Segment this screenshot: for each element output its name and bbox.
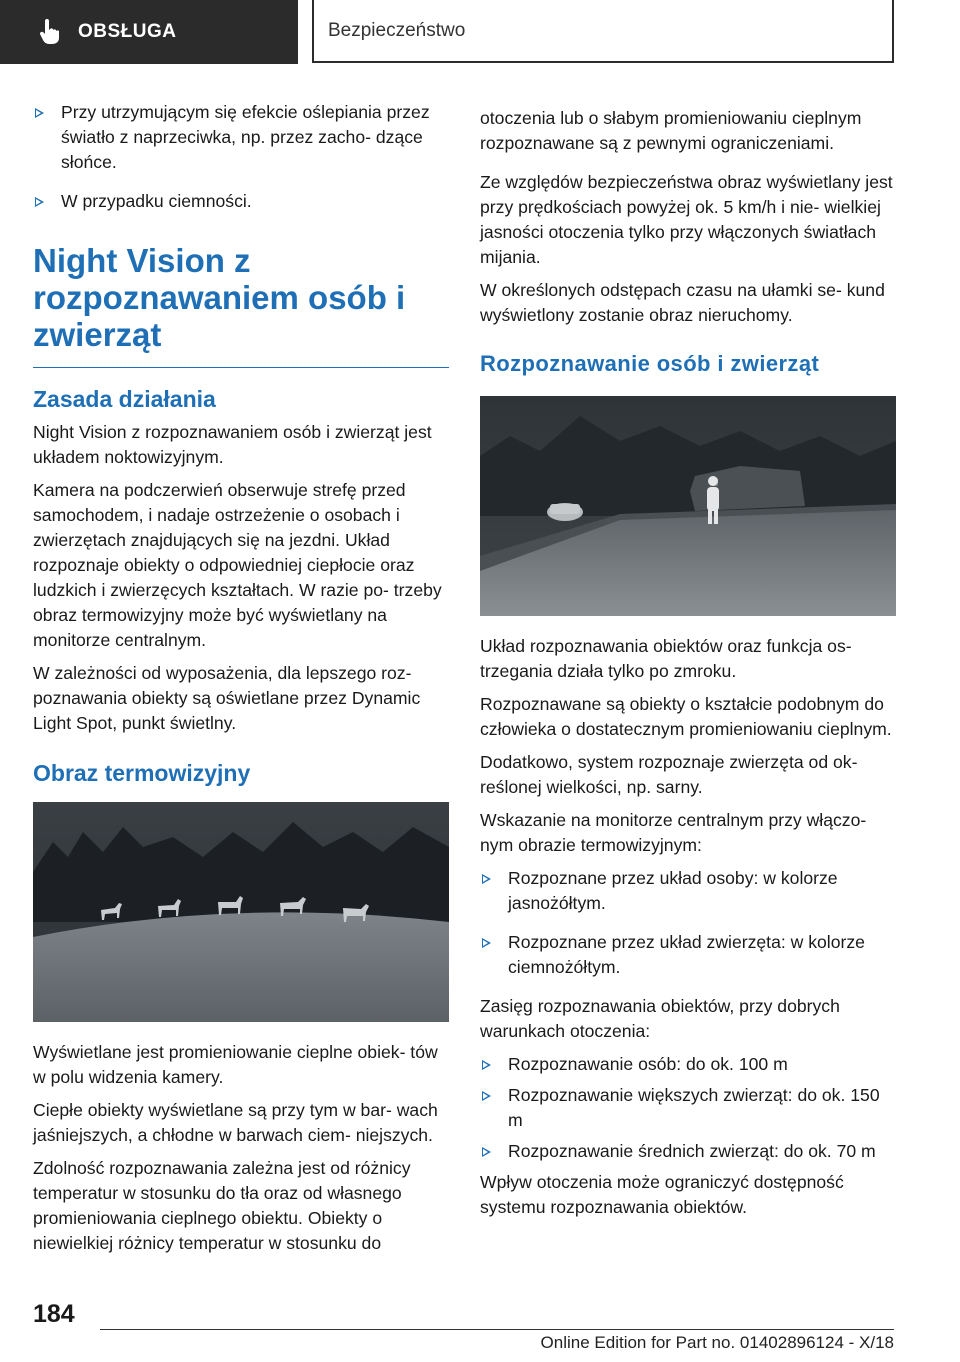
- bullet-triangle-icon: [482, 938, 491, 948]
- page-number: 184: [33, 1300, 75, 1328]
- bullet-triangle-icon: [482, 1091, 491, 1101]
- paragraph: Wpływ otoczenia może ograniczyć dostępność systemu rozpoznawania obiektów.: [480, 1172, 844, 1217]
- edition-note: Online Edition for Part no. 01402896124 - X/18: [540, 1333, 894, 1352]
- paragraph: W zależności od wyposażenia, dla lepszego roz- poznawania obiekty są oświetlane przez Dynamic Light Spot, punkt świetlny.: [33, 663, 421, 733]
- paragraph: otoczenia lub o słabym promieniowaniu cieplnym rozpoznawane są z pewnymi ograniczeniami.: [480, 108, 862, 153]
- hand-pointer-icon: [36, 18, 64, 46]
- paragraph: Zasięg rozpoznawania obiektów, przy dobrych warunkach otoczenia:: [480, 996, 840, 1041]
- bullet-triangle-icon: [482, 1147, 491, 1157]
- footer-divider: [100, 1329, 894, 1330]
- paragraph: Night Vision z rozpoznawaniem osób i zwierząt jest układem noktowizyjnym.: [33, 422, 432, 467]
- paragraph: Ciepłe obiekty wyświetlane są przy tym w bar- wach jaśniejszych, a chłodne w barwach ciem- niejszych.: [33, 1100, 438, 1145]
- bullet-list-range: [480, 1052, 896, 1164]
- list-item: Rozpoznawanie osób: do ok. 100 m: [480, 1052, 896, 1077]
- list-item: Rozpoznawanie większych zwierząt: do ok. 150 m: [480, 1083, 896, 1133]
- paragraph: Dodatkowo, system rozpoznaje zwierzęta od ok- reślonej wielkości, np. sarny.: [480, 752, 858, 797]
- page-header: [0, 0, 960, 66]
- list-item: W przypadku ciemności.: [33, 189, 449, 214]
- paragraph: Wskazanie na monitorze centralnym przy włączo- nym obrazie termowizyjnym:: [480, 810, 867, 855]
- thermal-image-animals: [33, 802, 449, 1022]
- paragraph: Układ rozpoznawania obiektów oraz funkcja os- trzegania działa tylko po zmroku.: [480, 636, 852, 681]
- section-title: Night Vision z rozpoznawaniem osób i zwierząt: [33, 242, 449, 368]
- list-item: Rozpoznawanie średnich zwierząt: do ok. 70 m: [480, 1139, 896, 1164]
- section-label: OBSŁUGA: [78, 21, 177, 42]
- subsection-title-thermal: Obraz termowizyjny: [33, 760, 251, 786]
- bullet-list-top: [33, 100, 449, 214]
- bullet-triangle-icon: [482, 874, 491, 884]
- paragraph: Wyświetlane jest promieniowanie cieplne obiek- tów w polu widzenia kamery.: [33, 1042, 438, 1087]
- list-item: Przy utrzymującym się efekcie oślepiania przez światło z naprzeciwka, np. przez zacho- dzące słońce.: [33, 100, 449, 175]
- paragraph: Kamera na podczerwień obserwuje strefę przed samochodem, i nadaje ostrzeżenie o osobach i zwierzętach znajdujących się na jezdni. Układ rozpoznaje obiekty o odpowiedniej ciepłocie oraz ludzkich i zwierzęcych kształtach. W razie po- trzeby obraz termowizyjny może być wyświetlany na monitorze centralnym.: [33, 480, 442, 650]
- bullet-triangle-icon: [482, 1060, 491, 1070]
- list-item: Rozpoznane przez układ osoby: w kolorze jasnożółtym.: [480, 866, 896, 916]
- paragraph: Rozpoznawane są obiekty o kształcie podobnym do człowieka o dostatecznym promieniowaniu cieplnym.: [480, 694, 892, 739]
- right-column: [480, 106, 896, 1228]
- bullet-triangle-icon: [35, 197, 44, 207]
- bullet-triangle-icon: [35, 108, 44, 118]
- subsection-title-detection: Rozpoznawanie osób i zwierząt: [480, 351, 820, 376]
- list-item: Rozpoznane przez układ zwierzęta: w kolorze ciemnożółtym.: [480, 930, 896, 980]
- chapter-label: Bezpieczeństwo: [328, 19, 466, 41]
- paragraph: Ze względów bezpieczeństwa obraz wyświetlany jest przy prędkościach powyżej ok. 5 km/h i nie- wielkiej jasności otoczenia tylko przy włączonych światłach mijania.: [480, 172, 893, 267]
- chapter-tab[interactable]: [312, 0, 894, 63]
- section-tab[interactable]: [0, 0, 298, 64]
- thermal-image-pedestrian: [480, 396, 896, 616]
- paragraph: Zdolność rozpoznawania zależna jest od różnicy temperatur w stosunku do tła oraz od własnego promieniowania cieplnego obiektu. Obiekty o niewielkiej różnicy temperatur w stosunku do: [33, 1158, 411, 1253]
- left-column: [33, 100, 449, 1264]
- bullet-list-colors: [480, 866, 896, 980]
- paragraph: W określonych odstępach czasu na ułamki se- kund wyświetlony zostanie obraz nieruchomy.: [480, 280, 885, 325]
- subsection-title-principle: Zasada działania: [33, 386, 216, 412]
